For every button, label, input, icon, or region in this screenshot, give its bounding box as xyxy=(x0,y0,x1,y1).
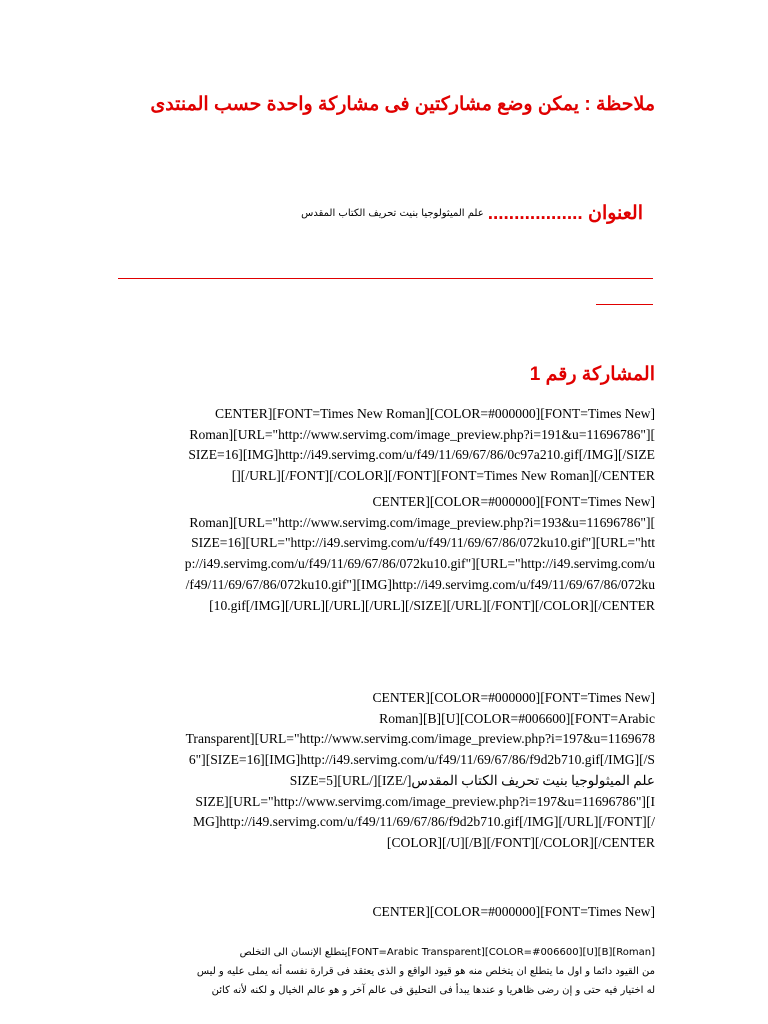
code-block-4 xyxy=(110,902,655,923)
code-line: علم الميثولوجيا بنيت تحريف الكتاب المقدس[/IZE][/URL][SIZE=5 xyxy=(289,772,655,788)
arabic-line: من القيود دائما و اول ما يتطلع ان يتخلص منه هو قيود الواقع و الذى يعتقد فى قرارة نفسه أنه يملى عليه و ليس xyxy=(196,966,655,977)
arabic-line: له اختيار فيه حتى و إن رضى ظاهريا و عندها يبدأ فى التحليق فى عالم آخر و هو عالم الخيال و لكنه لأنه كائن xyxy=(211,985,655,996)
title-text: علم الميثولوجيا بنيت تحريف الكتاب المقدس xyxy=(301,208,484,219)
code-line: [COLOR][/U][/B][/FONT][/COLOR][/CENTER xyxy=(386,834,655,850)
divider-long xyxy=(118,278,653,279)
code-line: Transparent][URL="http://www.servimg.com/image_preview.php?i=197&u=1169678 xyxy=(185,731,655,747)
code-line: MG]http://i49.servimg.com/u/f49/11/69/67/86/f9d2b710.gif[/IMG][/URL][/FONT][/ xyxy=(192,814,655,830)
code-line: 6"][SIZE=16][IMG]http://i49.servimg.com/u/f49/11/69/67/86/f9d2b710.gif[/IMG][/S xyxy=(188,752,655,768)
code-line: SIZE=16][URL="http://i49.servimg.com/u/f49/11/69/67/86/072ku10.gif"][URL="htt xyxy=(191,535,655,551)
code-line: SIZE][URL="http://www.servimg.com/image_preview.php?i=197&u=11696786"][I xyxy=(195,793,655,809)
code-block-2 xyxy=(110,492,655,616)
code-line: CENTER][FONT=Times New Roman][COLOR=#000000][FONT=Times New] xyxy=(215,406,655,421)
code-block-1 xyxy=(110,404,655,487)
arabic-line: [Roman][B][U][COLOR=#006600][FONT=Arabic Transparent]يتطلع الإنسان الى التخلص xyxy=(239,947,655,958)
code-block-3 xyxy=(110,688,655,854)
code-line: p://i49.servimg.com/u/f49/11/69/67/86/072ku10.gif"][URL="http://i49.servimg.com/u xyxy=(184,556,655,572)
code-line: SIZE=16][IMG]http://i49.servimg.com/u/f49/11/69/67/86/0c97a210.gif[/IMG][/SIZE xyxy=(188,447,655,463)
code-line: CENTER][COLOR=#000000][FONT=Times New] xyxy=(372,494,655,509)
code-line: CENTER][COLOR=#000000][FONT=Times New] xyxy=(372,904,655,919)
code-line: [10.gif[/IMG][/URL][/URL][/URL][/SIZE][/URL][/FONT][/COLOR][/CENTER xyxy=(209,597,655,613)
code-line: CENTER][COLOR=#000000][FONT=Times New] xyxy=(372,690,655,705)
code-line: /f49/11/69/67/86/072ku10.gif"][IMG]http://i49.servimg.com/u/f49/11/69/67/86/072ku xyxy=(185,576,655,592)
arabic-paragraph xyxy=(110,943,655,1000)
title-label: العنوان .................. xyxy=(487,203,643,224)
title-row xyxy=(110,202,655,225)
code-line: [][/URL][/FONT][/COLOR][/FONT][FONT=Times New Roman][/CENTER xyxy=(231,468,655,484)
code-line: Roman][URL="http://www.servimg.com/image_preview.php?i=193&u=11696786"][ xyxy=(189,514,655,530)
note-heading: ملاحظة : يمكن وضع مشاركتين فى مشاركة واحدة حسب المنتدى xyxy=(150,94,655,115)
post-title: المشاركة رقم 1 xyxy=(529,364,655,385)
code-line: Roman][B][U][COLOR=#006600][FONT=Arabic xyxy=(379,710,655,726)
code-line: Roman][URL="http://www.servimg.com/image_preview.php?i=191&u=11696786"][ xyxy=(189,426,655,442)
divider-short xyxy=(596,304,653,305)
